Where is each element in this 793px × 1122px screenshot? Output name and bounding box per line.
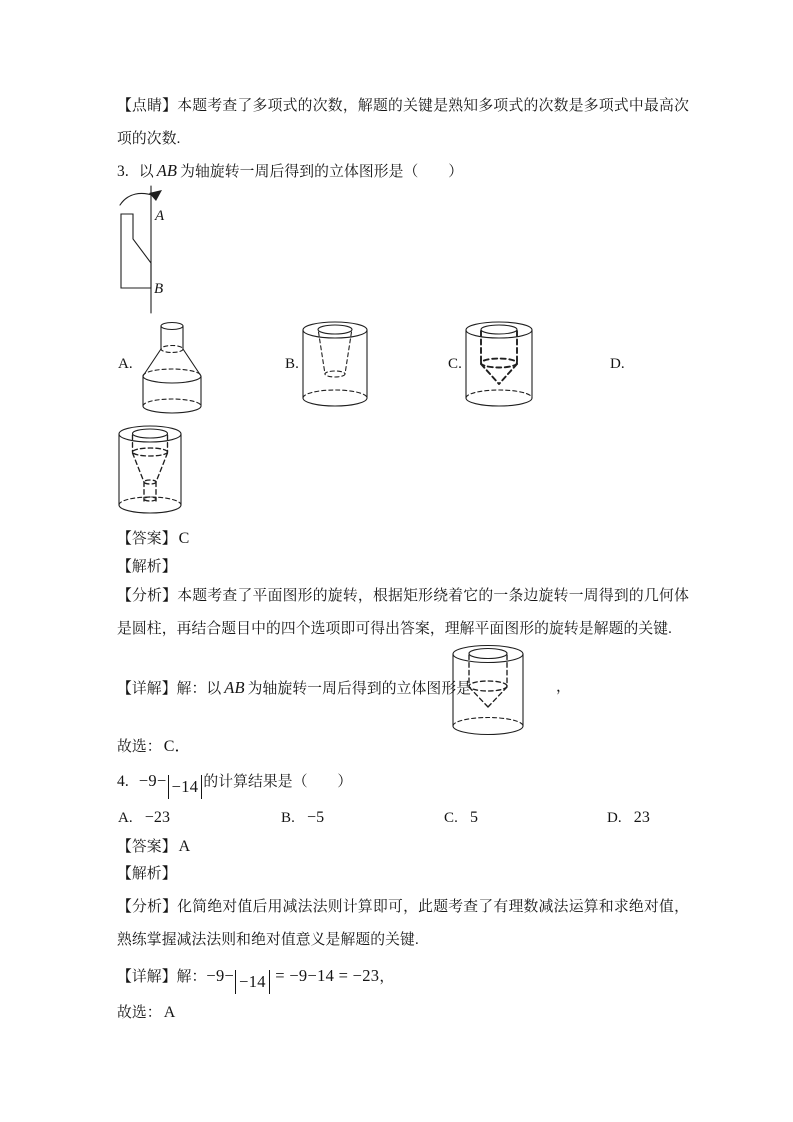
q3-option-figure-d bbox=[118, 425, 182, 520]
q4-conclusion-value: A bbox=[163, 1004, 176, 1021]
q4-conclusion-line bbox=[117, 996, 175, 1030]
q3-option-figure-c bbox=[465, 321, 533, 413]
q4-analysis-header: 【解析】 bbox=[117, 866, 177, 882]
remark-tag: 【点睛】 bbox=[117, 98, 178, 114]
analysis-tag: 【分析】 bbox=[117, 899, 178, 915]
q3-detail-pre: 解：以 bbox=[176, 681, 222, 697]
answer-tag: 【答案】 bbox=[117, 839, 177, 855]
q4-option-b bbox=[281, 801, 324, 835]
q3-stem-variable: AB bbox=[156, 161, 178, 180]
q3-option-label-d: D. bbox=[610, 356, 625, 372]
q4-math-lead: −9− bbox=[138, 771, 167, 790]
q2-remark-paragraph bbox=[117, 90, 689, 156]
q3-detail-comma: ， bbox=[556, 679, 571, 695]
q3-detail-figure bbox=[452, 645, 524, 741]
q3-option-figure-a bbox=[140, 319, 204, 415]
q3-analysis-text: 本题考查了平面图形的旋转，根据矩形绕着它的一条边旋转一周得到的几何体是圆柱，再结合题目中的四个选项即可得出答案，理解平面图形的旋转是解题的关键. bbox=[117, 588, 689, 637]
q4-detail-pre: 解： bbox=[176, 969, 207, 985]
q3-rotation-axis-figure bbox=[113, 183, 177, 315]
q3-detail-line bbox=[117, 671, 471, 706]
q4-number: 4. bbox=[117, 773, 129, 790]
q3-option-label-b: B. bbox=[285, 356, 299, 372]
q3-conclusion-line bbox=[117, 730, 191, 764]
q4-detail-comma: ， bbox=[379, 969, 395, 985]
q3-detail-variable: AB bbox=[224, 678, 245, 697]
conclusion-label: 故选： bbox=[117, 1005, 162, 1021]
q3-conclusion-value: C． bbox=[163, 738, 191, 755]
q4-option-b-label: B. bbox=[281, 810, 295, 826]
q4-abs-value: −14 bbox=[168, 775, 203, 799]
q4-option-c-value: 5 bbox=[469, 809, 479, 826]
q3-detail-post: 为轴旋转一周后得到的立体图形是 bbox=[247, 681, 472, 697]
q3-stem-post: 为轴旋转一周后得到的立体图形是（ ） bbox=[180, 164, 464, 180]
q3-answer-value: C bbox=[178, 530, 190, 547]
q4-detail-math-rest: = −9−14 = −23 bbox=[270, 966, 380, 985]
detail-tag: 【详解】 bbox=[117, 681, 177, 697]
q4-option-d bbox=[607, 801, 650, 835]
q4-option-d-label: D. bbox=[607, 810, 622, 826]
axis-label-b: B bbox=[154, 281, 164, 297]
remark-text: 本题考查了多项式的次数，解题的关键是熟知多项式的次数是多项式中最高次项的次数. bbox=[117, 98, 689, 147]
q4-option-c bbox=[444, 801, 478, 835]
q4-detail-math-lead: −9− bbox=[206, 966, 235, 985]
q4-option-d-value: 23 bbox=[633, 809, 650, 826]
analysis-tag: 【分析】 bbox=[117, 588, 178, 604]
q4-option-c-label: C. bbox=[444, 810, 458, 826]
q3-analysis-paragraph bbox=[117, 580, 689, 646]
q3-stem-pre: 以 bbox=[138, 164, 154, 180]
q4-stem bbox=[117, 764, 352, 799]
q4-math-expression bbox=[138, 771, 203, 796]
q4-option-b-value: −5 bbox=[306, 809, 325, 826]
q4-option-a-label: A. bbox=[118, 810, 133, 826]
conclusion-label: 故选： bbox=[117, 739, 162, 755]
answer-tag: 【答案】 bbox=[117, 531, 177, 547]
q4-detail-abs-value: −14 bbox=[235, 970, 270, 994]
detail-tag: 【详解】 bbox=[117, 969, 177, 985]
q4-analysis-text: 化简绝对值后用减法法则计算即可，此题考查了有理数减法运算和求绝对值，熟练掌握减法法则和绝对值意义是解题的关键. bbox=[117, 899, 689, 948]
q4-stem-post: 的计算结果是（ ） bbox=[203, 774, 353, 790]
q3-analysis-header: 【解析】 bbox=[117, 559, 177, 575]
q4-analysis-paragraph bbox=[117, 891, 689, 957]
q4-option-a-value: −23 bbox=[144, 809, 171, 826]
q3-number: 3. bbox=[117, 163, 129, 180]
q3-option-figure-b bbox=[302, 321, 368, 413]
q3-option-label-c: C. bbox=[448, 356, 462, 372]
axis-label-a: A bbox=[155, 208, 165, 224]
q4-detail-line bbox=[117, 959, 394, 994]
q4-answer-value: A bbox=[178, 838, 191, 855]
q4-detail-math bbox=[206, 966, 380, 991]
q3-option-label-a: A. bbox=[118, 356, 133, 372]
